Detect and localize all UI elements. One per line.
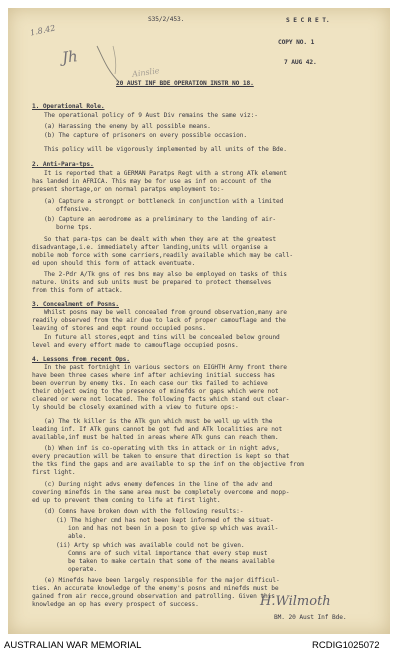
section-heading: 2. Anti-Para-tps. [32, 161, 94, 168]
body-line: (i) The higher cmd has not been kept informed of the situat- [56, 517, 274, 524]
body-line: covering minefds in the same area must be completely overcome and mopp- [32, 489, 290, 496]
section-heading: 1. Operational Role. [32, 103, 105, 110]
body-line: (a) The tk killer is the ATk gun which must be well up with the [44, 418, 273, 425]
signature: H.Wilmoth [260, 594, 331, 609]
body-line: level and every effort made to camouflage occupied posns. [32, 342, 239, 349]
copy-number: COPY NO. 1 [278, 39, 315, 46]
body-line: first light. [32, 469, 76, 476]
body-line: have been three cases where inf after achieving initial success has [32, 372, 275, 379]
body-line: In the past fortnight in various sectors on EIGHTH Army front there [44, 364, 287, 371]
body-line: (b) When inf is co-operating with tks in attack or in night advs, [44, 445, 280, 452]
section-heading: 4. Lessons from recent Ops. [32, 356, 130, 363]
body-line: Comns are of such vital importance that every step must [68, 550, 268, 557]
body-line: gained from air recce,ground observation and patrolling. Given this [32, 593, 275, 600]
body-line: (e) Minefds have been largely responsible for the major difficul- [44, 577, 280, 584]
body-line: ed up to prevent them coming to life at first light. [32, 497, 221, 504]
body-line: leading inf. If ATk guns cannot be got fwd and ATk localities are not [32, 426, 283, 433]
section-heading: 3. Concealment of Posns. [32, 301, 120, 308]
pencil-scribble [93, 44, 123, 84]
body-line: (ii) Arty sp which was available could not be given. [56, 542, 245, 549]
body-line: disadvantage,i.e. immediately after landing,units will organise a [32, 244, 268, 251]
document-page [8, 8, 390, 634]
body-line: mobile mob force with some carriers,readily available which may be call- [32, 252, 294, 259]
body-line: offensive. [56, 206, 93, 213]
body-line: every precaution will be taken to ensure that direction is kept so that [32, 453, 290, 460]
body-line: ion and has not been in a posn to give sp which was avail- [68, 525, 279, 532]
body-line: In future all stores,eqpt and tins will be concealed below ground [44, 334, 280, 341]
body-line: This policy will be vigorously implemented by all units of the Bde. [44, 146, 287, 153]
body-line: readily observed from the air due to lack of proper camouflage and the [32, 317, 286, 324]
body-line: (a) Capture a strongpt or bottleneck in conjunction with a limited [44, 198, 284, 205]
body-line: (b) The capture of prisoners on every possible occasion. [44, 132, 248, 139]
archive-footer [0, 636, 403, 654]
body-line: knowledge an op has every prospect of success. [32, 601, 199, 608]
pencil-note: Ainslie [131, 66, 160, 79]
body-line: their object owing to the presence of minefds or gaps which were not [32, 388, 279, 395]
body-line: cleared or were not located. The following facts which stand out clear- [32, 396, 290, 403]
document-title: 20 AUST INF BDE OPERATION INSTR NO 18. [116, 80, 254, 87]
archive-reference: RCDIG1025072 [312, 640, 380, 651]
body-line: It is reported that a GERMAN Paratps Regt with a strong ATk element [44, 170, 287, 177]
body-line: borne tps. [56, 224, 93, 231]
body-line: operate. [68, 566, 98, 573]
archive-name: AUSTRALIAN WAR MEMORIAL [4, 640, 142, 651]
body-line: been overrun by enemy tks. In each case our tks failed to achieve [32, 380, 268, 387]
body-line: (b) Capture an aerodrome as a preliminary to the landing of air- [44, 216, 277, 223]
body-line: has landed in AFRICA. This may be for use as inf on account of the [32, 178, 272, 185]
body-line: available,inf must be halted in areas where ATk guns can reach them. [32, 434, 279, 441]
classification: S E C R E T. [286, 17, 330, 24]
file-reference: S35/2/453. [148, 16, 185, 23]
body-line: (a) Harassing the enemy by all possible means. [44, 123, 211, 130]
handwritten-initials: Jh [61, 47, 79, 67]
body-line: So that para-tps can be dealt with when they are at the greatest [44, 236, 277, 243]
body-line: (c) During night advs enemy defences in the line of the adv and [44, 481, 273, 488]
body-line: nature. Units and sub units must be prepared to protect themselves [32, 279, 272, 286]
body-line: The operational policy of 9 Aust Div remains the same viz:- [44, 112, 258, 119]
body-line: be taken to make certain that some of the means available [68, 558, 275, 565]
body-line: (d) Comns have broken down with the following results:- [44, 508, 244, 515]
body-line: The 2-Pdr A/Tk gns of res bns may also be employed on tasks of this [44, 271, 287, 278]
body-line: present shortage,or on normal paratps employment to:- [32, 186, 225, 193]
document-date: 7 AUG 42. [284, 59, 317, 66]
handwritten-date-note: 1.8.42 [29, 23, 57, 38]
body-line: able. [68, 533, 87, 540]
body-line: the tks find the gaps and are available to sp the inf on the objective from [32, 461, 304, 468]
body-line: ly should be closely examined with a view to future ops:- [32, 404, 239, 411]
body-line: ed upon should this form of attack eventuate. [32, 260, 196, 267]
signature-block: BM. 20 Aust Inf Bde. [274, 614, 347, 621]
body-line: from this form of attack. [32, 287, 123, 294]
body-line: leaving of stores and eqpt round occupied posns. [32, 325, 207, 332]
body-line: Whilst posns may be well concealed from ground observation,many are [44, 309, 287, 316]
body-line: ties. An accurate knowledge of the enemy's posns and minefds must be [32, 585, 279, 592]
